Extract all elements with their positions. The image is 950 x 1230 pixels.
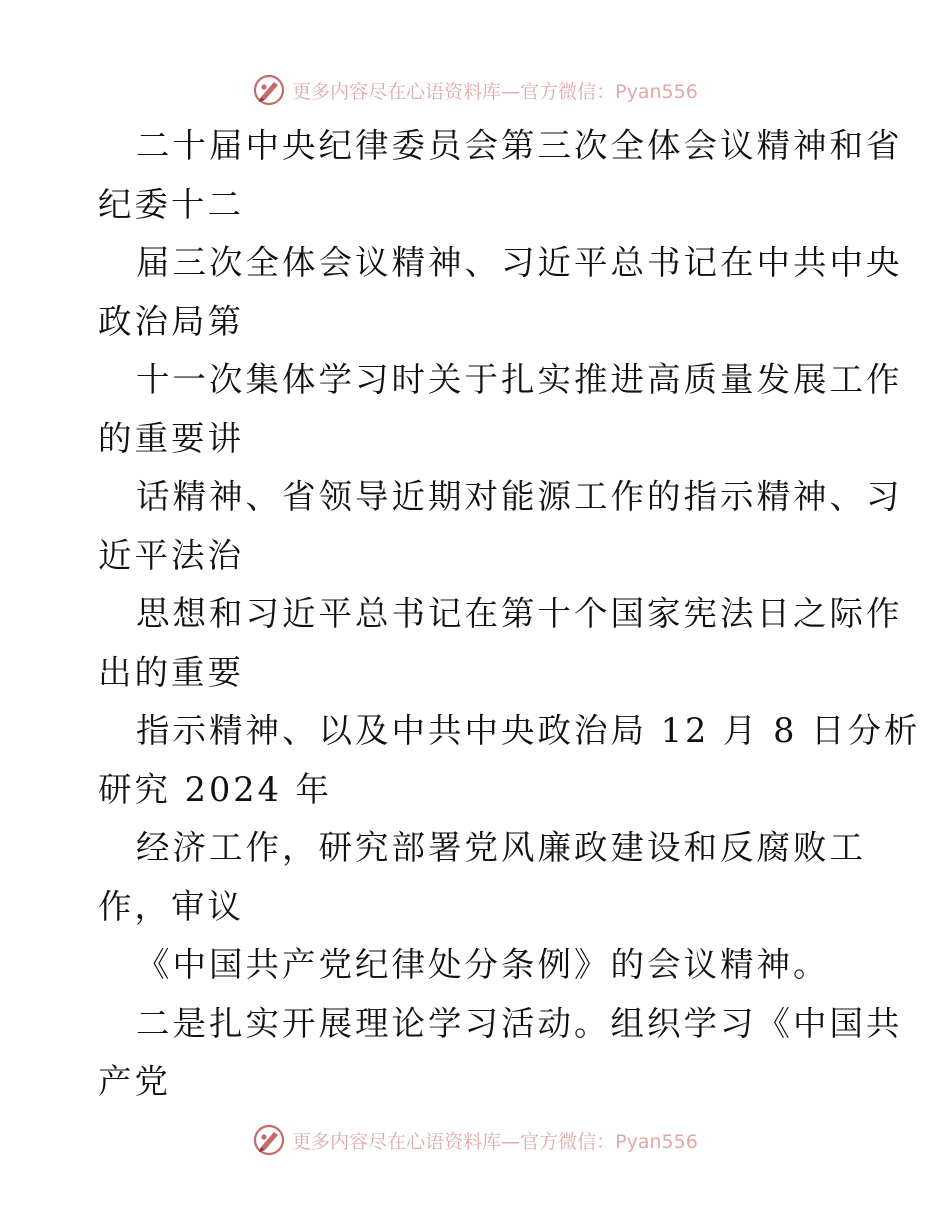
paragraph-line: 作，审议 [98,886,244,926]
paragraph [98,234,903,351]
paragraph-line: 话精神、省领导近期对能源工作的指示精神、习 [136,477,903,516]
paragraph [98,702,921,819]
paragraph-line: 二十届中央纪律委员会第三次全体会议精神和省 [136,126,903,165]
paragraph-line: 近平法治 [98,535,244,575]
pen-logo-icon [252,73,286,107]
paragraph-line: 二是扎实开展理论学习活动。组织学习《中国共 [136,1003,903,1043]
paragraph [98,936,858,995]
paragraph-line: 产党 [98,1062,171,1101]
paragraph-line: 纪委十二 [98,184,244,224]
paragraph [98,117,903,234]
paragraph [98,351,903,468]
paragraph [98,819,866,936]
paragraph [98,585,903,702]
paragraph-line: 届三次全体会议精神、习近平总书记在中共中央 [136,243,903,282]
paragraph-line: 的重要讲 [98,418,244,458]
footer-watermark [0,1120,950,1160]
paragraph-line: 《中国共产党纪律处分条例》的会议精神。 [136,945,830,984]
paragraph-line: 十一次集体学习时关于扎实推进高质量发展工作 [136,360,903,399]
paragraph-line: 政治局第 [98,301,244,341]
watermark-text: 更多内容尽在心语资料库—官方微信：Pyan556 [292,1130,698,1153]
paragraph-line: 经济工作，研究部署党风廉政建设和反腐败工 [136,828,866,867]
paragraph-line: 思想和习近平总书记在第十个国家宪法日之际作 [136,594,903,633]
paragraph-line: 研究 2024 年 [98,769,333,809]
paragraph-line: 出的重要 [98,652,244,692]
watermark-text: 更多内容尽在心语资料库—官方微信：Pyan556 [292,80,698,103]
paragraph [98,468,903,585]
pen-logo-icon [252,1123,286,1157]
document-body [98,117,921,1112]
paragraph [98,995,903,1112]
header-watermark [0,70,950,110]
paragraph-line: 指示精神、以及中共中央政治局 12 月 8 日分析 [136,711,921,750]
